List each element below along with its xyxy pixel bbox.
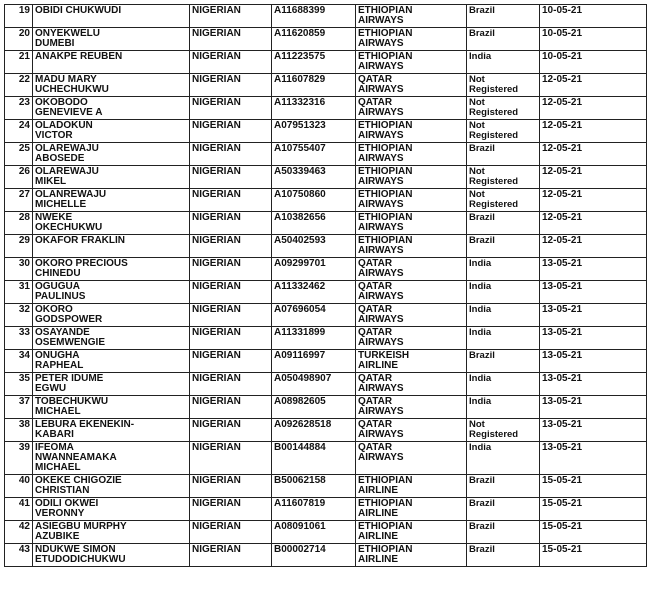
date-cell: 13-05-21: [540, 373, 647, 396]
passenger-table: [4, 4, 647, 567]
date-cell: 12-05-21: [540, 97, 647, 120]
serial-number-cell: 19: [5, 5, 33, 28]
name-cell: LEBURA EKENEKIN- KABARI: [33, 419, 190, 442]
nationality-cell: NIGERIAN: [190, 97, 272, 120]
table-row: [5, 166, 647, 189]
date-cell: 13-05-21: [540, 442, 647, 475]
date-cell: 15-05-21: [540, 544, 647, 567]
date-cell: 12-05-21: [540, 143, 647, 166]
airline-cell: QATAR AIRWAYS: [356, 419, 467, 442]
airline-cell: ETHIOPIAN AIRWAYS: [356, 143, 467, 166]
destination-cell: India: [467, 258, 540, 281]
name-cell: ODILI OKWEI VERONNY: [33, 498, 190, 521]
passport-cell: A11332462: [272, 281, 356, 304]
date-cell: 12-05-21: [540, 189, 647, 212]
table-row: [5, 120, 647, 143]
table-row: [5, 544, 647, 567]
table-row: [5, 5, 647, 28]
date-cell: 10-05-21: [540, 5, 647, 28]
destination-cell: India: [467, 373, 540, 396]
destination-cell: Brazil: [467, 212, 540, 235]
date-cell: 13-05-21: [540, 258, 647, 281]
nationality-cell: NIGERIAN: [190, 51, 272, 74]
table-row: [5, 442, 647, 475]
serial-number-cell: 24: [5, 120, 33, 143]
passport-cell: A09116997: [272, 350, 356, 373]
nationality-cell: NIGERIAN: [190, 304, 272, 327]
serial-number-cell: 35: [5, 373, 33, 396]
nationality-cell: NIGERIAN: [190, 212, 272, 235]
table-row: [5, 498, 647, 521]
table-row: [5, 235, 647, 258]
airline-cell: TURKEISH AIRLINE: [356, 350, 467, 373]
table-row: [5, 28, 647, 51]
nationality-cell: NIGERIAN: [190, 419, 272, 442]
name-cell: MADU MARY UCHECHUKWU: [33, 74, 190, 97]
serial-number-cell: 22: [5, 74, 33, 97]
nationality-cell: NIGERIAN: [190, 166, 272, 189]
passport-cell: B00144884: [272, 442, 356, 475]
name-cell: NWEKE OKECHUKWU: [33, 212, 190, 235]
table-row: [5, 521, 647, 544]
table-row: [5, 51, 647, 74]
name-cell: ONUGHA RAPHEAL: [33, 350, 190, 373]
passport-cell: A050498907: [272, 373, 356, 396]
airline-cell: ETHIOPIAN AIRLINE: [356, 544, 467, 567]
table-row: [5, 396, 647, 419]
date-cell: 13-05-21: [540, 419, 647, 442]
date-cell: 13-05-21: [540, 304, 647, 327]
nationality-cell: NIGERIAN: [190, 235, 272, 258]
name-cell: TOBECHUKWU MICHAEL: [33, 396, 190, 419]
passport-cell: A50402593: [272, 235, 356, 258]
name-cell: PETER IDUME EGWU: [33, 373, 190, 396]
nationality-cell: NIGERIAN: [190, 521, 272, 544]
destination-cell: Brazil: [467, 143, 540, 166]
name-cell: OKEKE CHIGOZIE CHRISTIAN: [33, 475, 190, 498]
table-row: [5, 143, 647, 166]
table-row: [5, 189, 647, 212]
airline-cell: ETHIOPIAN AIRWAYS: [356, 212, 467, 235]
destination-cell: Brazil: [467, 5, 540, 28]
airline-cell: ETHIOPIAN AIRWAYS: [356, 51, 467, 74]
date-cell: 15-05-21: [540, 498, 647, 521]
airline-cell: QATAR AIRWAYS: [356, 373, 467, 396]
name-cell: ANAKPE REUBEN: [33, 51, 190, 74]
name-cell: OKAFOR FRAKLIN: [33, 235, 190, 258]
destination-cell: Brazil: [467, 28, 540, 51]
serial-number-cell: 27: [5, 189, 33, 212]
serial-number-cell: 30: [5, 258, 33, 281]
table-row: [5, 74, 647, 97]
nationality-cell: NIGERIAN: [190, 189, 272, 212]
airline-cell: ETHIOPIAN AIRWAYS: [356, 120, 467, 143]
airline-cell: QATAR AIRWAYS: [356, 327, 467, 350]
passport-cell: A07696054: [272, 304, 356, 327]
passport-cell: A09299701: [272, 258, 356, 281]
date-cell: 12-05-21: [540, 212, 647, 235]
name-cell: OLAREWAJU ABOSEDE: [33, 143, 190, 166]
serial-number-cell: 38: [5, 419, 33, 442]
airline-cell: QATAR AIRWAYS: [356, 304, 467, 327]
destination-cell: Not Registered: [467, 419, 540, 442]
serial-number-cell: 41: [5, 498, 33, 521]
passport-cell: A07951323: [272, 120, 356, 143]
date-cell: 12-05-21: [540, 120, 647, 143]
serial-number-cell: 23: [5, 97, 33, 120]
nationality-cell: NIGERIAN: [190, 442, 272, 475]
date-cell: 10-05-21: [540, 51, 647, 74]
passport-cell: A11332316: [272, 97, 356, 120]
table-row: [5, 304, 647, 327]
nationality-cell: NIGERIAN: [190, 544, 272, 567]
nationality-cell: NIGERIAN: [190, 350, 272, 373]
name-cell: OGUGUA PAULINUS: [33, 281, 190, 304]
date-cell: 10-05-21: [540, 28, 647, 51]
name-cell: OKORO GODSPOWER: [33, 304, 190, 327]
airline-cell: ETHIOPIAN AIRWAYS: [356, 166, 467, 189]
destination-cell: Brazil: [467, 521, 540, 544]
passport-cell: A08091061: [272, 521, 356, 544]
nationality-cell: NIGERIAN: [190, 120, 272, 143]
destination-cell: Brazil: [467, 475, 540, 498]
passport-cell: A08982605: [272, 396, 356, 419]
date-cell: 15-05-21: [540, 475, 647, 498]
table-row: [5, 212, 647, 235]
nationality-cell: NIGERIAN: [190, 74, 272, 97]
destination-cell: India: [467, 281, 540, 304]
date-cell: 12-05-21: [540, 235, 647, 258]
name-cell: OSAYANDE OSEMWENGIE: [33, 327, 190, 350]
airline-cell: QATAR AIRWAYS: [356, 442, 467, 475]
table-row: [5, 350, 647, 373]
serial-number-cell: 43: [5, 544, 33, 567]
name-cell: OLAREWAJU MIKEL: [33, 166, 190, 189]
table-row: [5, 475, 647, 498]
airline-cell: QATAR AIRWAYS: [356, 396, 467, 419]
name-cell: OLANREWAJU MICHELLE: [33, 189, 190, 212]
date-cell: 13-05-21: [540, 281, 647, 304]
destination-cell: Not Registered: [467, 74, 540, 97]
serial-number-cell: 34: [5, 350, 33, 373]
table-body: [5, 5, 647, 567]
airline-cell: ETHIOPIAN AIRLINE: [356, 498, 467, 521]
nationality-cell: NIGERIAN: [190, 258, 272, 281]
destination-cell: Not Registered: [467, 189, 540, 212]
airline-cell: QATAR AIRWAYS: [356, 258, 467, 281]
table-row: [5, 419, 647, 442]
serial-number-cell: 33: [5, 327, 33, 350]
date-cell: 13-05-21: [540, 350, 647, 373]
passport-cell: A11620859: [272, 28, 356, 51]
nationality-cell: NIGERIAN: [190, 281, 272, 304]
date-cell: 13-05-21: [540, 327, 647, 350]
destination-cell: India: [467, 304, 540, 327]
airline-cell: ETHIOPIAN AIRWAYS: [356, 5, 467, 28]
passport-cell: A11223575: [272, 51, 356, 74]
date-cell: 15-05-21: [540, 521, 647, 544]
destination-cell: Not Registered: [467, 120, 540, 143]
serial-number-cell: 37: [5, 396, 33, 419]
date-cell: 12-05-21: [540, 74, 647, 97]
name-cell: OLADOKUN VICTOR: [33, 120, 190, 143]
passport-cell: A10755407: [272, 143, 356, 166]
passport-cell: A10382656: [272, 212, 356, 235]
nationality-cell: NIGERIAN: [190, 475, 272, 498]
name-cell: IFEOMA NWANNEAMAKA MICHAEL: [33, 442, 190, 475]
serial-number-cell: 26: [5, 166, 33, 189]
serial-number-cell: 39: [5, 442, 33, 475]
airline-cell: ETHIOPIAN AIRLINE: [356, 475, 467, 498]
passport-cell: A11331899: [272, 327, 356, 350]
serial-number-cell: 29: [5, 235, 33, 258]
passport-cell: B00002714: [272, 544, 356, 567]
name-cell: OKORO PRECIOUS CHINEDU: [33, 258, 190, 281]
nationality-cell: NIGERIAN: [190, 28, 272, 51]
table-row: [5, 258, 647, 281]
table-row: [5, 281, 647, 304]
date-cell: 12-05-21: [540, 166, 647, 189]
nationality-cell: NIGERIAN: [190, 373, 272, 396]
name-cell: ASIEGBU MURPHY AZUBIKE: [33, 521, 190, 544]
passport-cell: A10750860: [272, 189, 356, 212]
passport-cell: A11607829: [272, 74, 356, 97]
serial-number-cell: 20: [5, 28, 33, 51]
airline-cell: ETHIOPIAN AIRLINE: [356, 521, 467, 544]
airline-cell: ETHIOPIAN AIRWAYS: [356, 189, 467, 212]
nationality-cell: NIGERIAN: [190, 498, 272, 521]
passport-cell: A11688399: [272, 5, 356, 28]
destination-cell: Brazil: [467, 544, 540, 567]
destination-cell: India: [467, 442, 540, 475]
destination-cell: Not Registered: [467, 97, 540, 120]
serial-number-cell: 42: [5, 521, 33, 544]
nationality-cell: NIGERIAN: [190, 327, 272, 350]
airline-cell: QATAR AIRWAYS: [356, 281, 467, 304]
passport-cell: A50339463: [272, 166, 356, 189]
destination-cell: India: [467, 327, 540, 350]
table-row: [5, 373, 647, 396]
destination-cell: Brazil: [467, 498, 540, 521]
serial-number-cell: 31: [5, 281, 33, 304]
airline-cell: QATAR AIRWAYS: [356, 97, 467, 120]
serial-number-cell: 32: [5, 304, 33, 327]
serial-number-cell: 25: [5, 143, 33, 166]
passport-cell: B50062158: [272, 475, 356, 498]
destination-cell: Brazil: [467, 350, 540, 373]
name-cell: ONYEKWELU DUMEBI: [33, 28, 190, 51]
airline-cell: ETHIOPIAN AIRWAYS: [356, 28, 467, 51]
airline-cell: ETHIOPIAN AIRWAYS: [356, 235, 467, 258]
destination-cell: India: [467, 51, 540, 74]
name-cell: OKOBODO GENEVIEVE A: [33, 97, 190, 120]
serial-number-cell: 28: [5, 212, 33, 235]
serial-number-cell: 21: [5, 51, 33, 74]
table-row: [5, 97, 647, 120]
name-cell: OBIDI CHUKWUDI: [33, 5, 190, 28]
airline-cell: QATAR AIRWAYS: [356, 74, 467, 97]
destination-cell: Brazil: [467, 235, 540, 258]
table-row: [5, 327, 647, 350]
name-cell: NDUKWE SIMON ETUDODICHUKWU: [33, 544, 190, 567]
passport-cell: A11607819: [272, 498, 356, 521]
serial-number-cell: 40: [5, 475, 33, 498]
passport-cell: A092628518: [272, 419, 356, 442]
date-cell: 13-05-21: [540, 396, 647, 419]
destination-cell: India: [467, 396, 540, 419]
destination-cell: Not Registered: [467, 166, 540, 189]
nationality-cell: NIGERIAN: [190, 5, 272, 28]
nationality-cell: NIGERIAN: [190, 143, 272, 166]
nationality-cell: NIGERIAN: [190, 396, 272, 419]
